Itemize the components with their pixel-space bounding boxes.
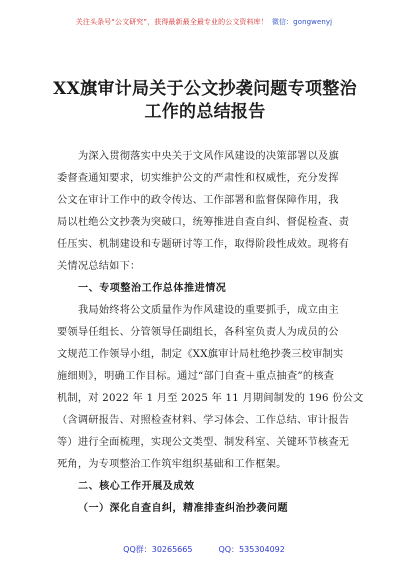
- title-line-2: 工作的总结报告: [144, 102, 266, 122]
- body-line: 委督查通知要求，切实维护公文的严肃性和权威性，充分发挥: [57, 173, 339, 184]
- body-line: 等）进行全面梳理，实现公文类型、制发科室、关键环节核查无: [57, 437, 350, 448]
- section-heading: 一、专项整治工作总体推进情况: [78, 283, 227, 294]
- body-line: （含调研报告、对照检查材料、学习体会、工作总结、审计报告: [57, 415, 350, 426]
- section-heading: 二、核心工作开展及成效: [78, 481, 195, 492]
- wechat-id: gongwenyj: [293, 18, 333, 26]
- body-line: 死角，为专项整治工作筑牢组织基础和工作框架。: [57, 459, 287, 470]
- body-line: 我局始终将公文质量作为作风建设的重要抓手，成立由主: [78, 305, 339, 316]
- body-line: 施细则》，明确工作目标。通过“部门自查＋重点抽查”的核查: [57, 371, 335, 382]
- footer-contacts: [0, 544, 408, 555]
- document-title: [40, 78, 370, 124]
- title-line-1: XX旗审计局关于公文抄袭问题专项整治: [53, 79, 357, 99]
- wechat-label: 微信：: [271, 18, 294, 26]
- subsection-heading: （一）深化自查自纠，精准排查纠治抄袭问题: [78, 503, 288, 514]
- body-line: 为深入贯彻落实中央关于文风作风建设的决策部署以及旗: [78, 151, 339, 162]
- body-line: 关情况总结如下：: [57, 261, 141, 272]
- body-line: 要领导任组长、分管领导任副组长，各科室负责人为成员的公: [57, 327, 339, 338]
- body-line: 局以杜绝公文抄袭为突破口，统筹推进自查自纠、督促检查、责: [57, 217, 350, 228]
- body-line: 任压实、机制建设和专题研讨等工作，取得阶段性成效。现将有: [57, 239, 350, 250]
- body-line: 机制，对 2022 年 1 月至 2025 年 11 月期间制发的 196 份公文: [57, 393, 364, 404]
- body-line: 公文在审计工作中的政令传达、工作部署和监督保障作用，我: [57, 195, 339, 206]
- promo-link[interactable]: 关注头条号“公文研究”，获得最新最全最专业的公文资料库！: [75, 18, 268, 26]
- qq-number: QQ：535304092: [218, 545, 285, 554]
- qq-group: QQ群：30265665: [123, 545, 193, 554]
- promo-banner: [0, 17, 408, 27]
- body-line: 文规范工作领导小组，制定《XX旗审计局杜绝抄袭三校审制实: [57, 349, 344, 360]
